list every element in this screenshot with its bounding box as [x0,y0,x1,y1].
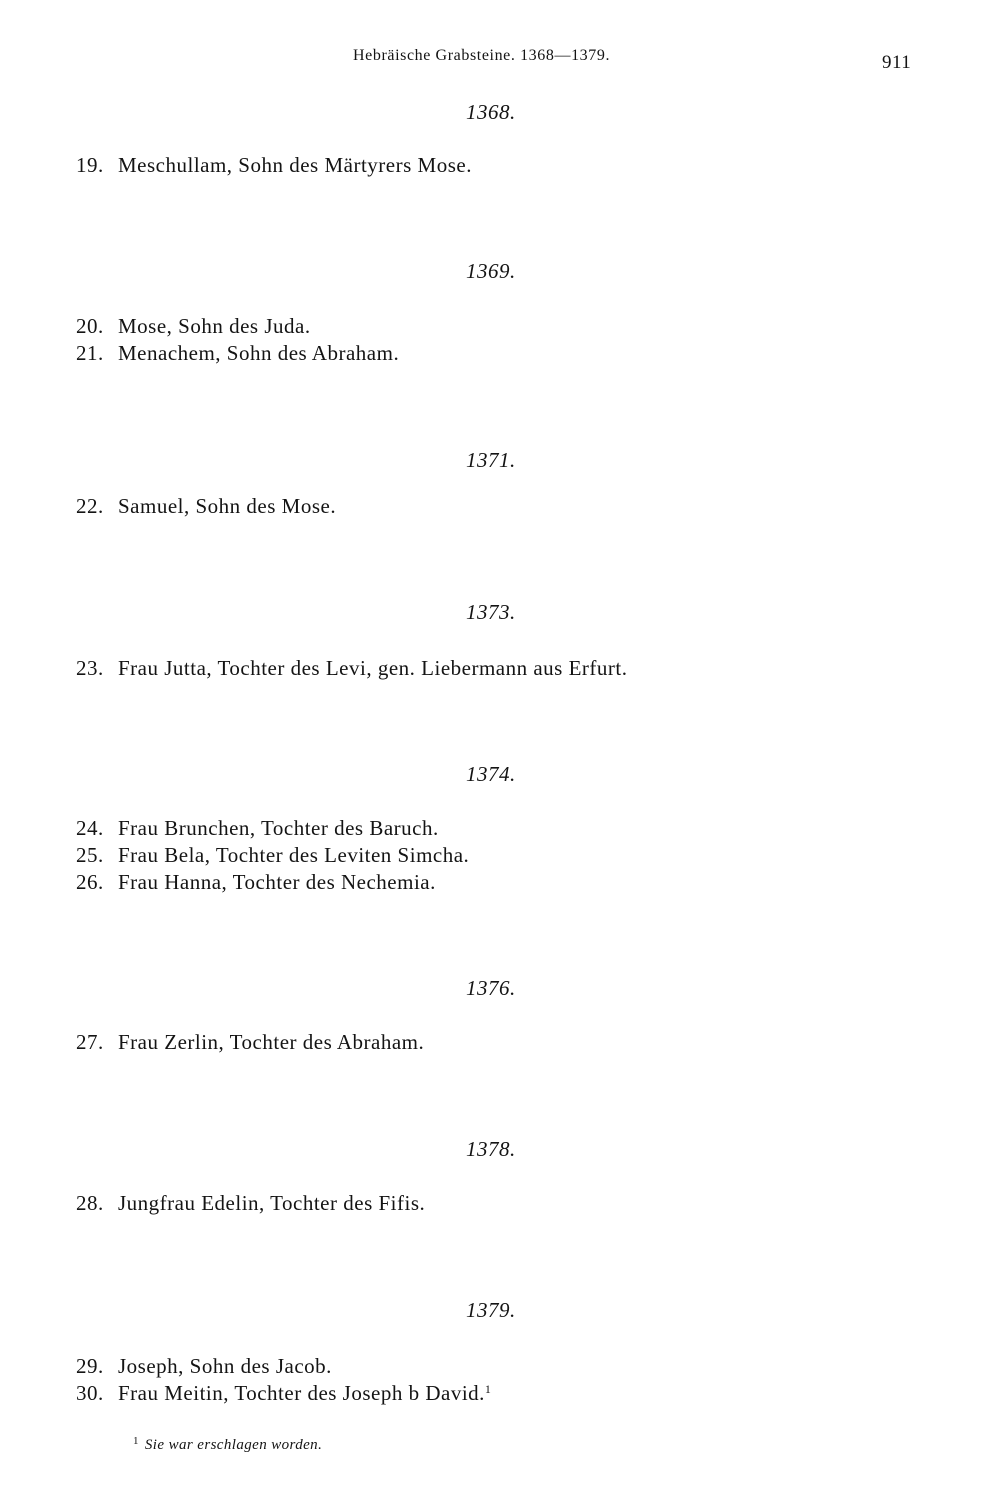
entry-22 [76,493,336,520]
entry-23 [76,655,628,682]
entry-21 [76,340,399,367]
entry-number: 30. [76,1381,104,1405]
entry-number: 22. [76,494,104,518]
entry-number: 26. [76,870,104,894]
running-title: Hebräische Grabsteine. 1368—1379. [353,47,611,64]
entry-text: Jungfrau Edelin, Tochter des Fifis. [118,1191,426,1215]
entry-text: Frau Bela, Tochter des Leviten Simcha. [118,843,470,867]
entry-text: Samuel, Sohn des Mose. [118,494,337,518]
entry-number: 28. [76,1191,104,1215]
entry-number: 19. [76,153,104,177]
entry-28 [76,1190,425,1217]
entry-number: 21. [76,341,104,365]
entry-text: Mose, Sohn des Juda. [118,314,311,338]
entry-20 [76,313,311,340]
footnote-mark: 1 [133,1435,139,1447]
entry-text: Frau Zerlin, Tochter des Abraham. [118,1030,425,1054]
year-heading-1374: 1374. [466,762,516,786]
year-heading-1369: 1369. [466,259,516,283]
entry-text: Joseph, Sohn des Jacob. [118,1354,332,1378]
entry-text: Frau Hanna, Tochter des Nechemia. [118,870,436,894]
footnote-reference[interactable]: 1 [484,1382,492,1396]
entry-number: 23. [76,656,104,680]
entry-24 [76,815,439,842]
year-heading-1376: 1376. [466,976,516,1000]
entry-number: 20. [76,314,104,338]
year-heading-1373: 1373. [466,600,516,624]
entry-25 [76,842,469,869]
page-number: 911 [882,52,912,73]
entry-26 [76,869,436,896]
entry-30 [76,1380,491,1407]
entry-27 [76,1029,424,1056]
entry-text: Menachem, Sohn des Abraham. [118,341,400,365]
entry-text: Frau Jutta, Tochter des Levi, gen. Liebermann aus Erfurt. [118,656,628,680]
footnote [133,1435,322,1454]
year-heading-1368: 1368. [466,100,516,124]
footnote-text: Sie war erschlagen worden. [144,1437,323,1453]
entry-29 [76,1353,332,1380]
entry-19 [76,152,472,179]
entry-text: Meschullam, Sohn des Märtyrers Mose. [118,153,472,177]
entry-number: 27. [76,1030,104,1054]
year-heading-1371: 1371. [466,448,516,472]
year-heading-1378: 1378. [466,1137,516,1161]
entry-text: Frau Meitin, Tochter des Joseph b David. [118,1381,485,1405]
entry-number: 29. [76,1354,104,1378]
entry-number: 24. [76,816,104,840]
entry-number: 25. [76,843,104,867]
year-heading-1379: 1379. [466,1298,516,1322]
entry-text: Frau Brunchen, Tochter des Baruch. [118,816,439,840]
